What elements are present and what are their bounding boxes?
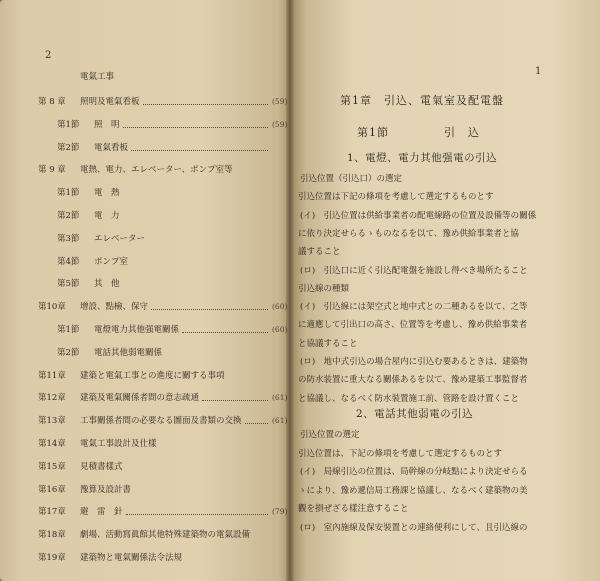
body-line: に適應して引出口の高さ、位置等を考慮し、豫め供給事業者 xyxy=(298,320,528,331)
toc-number: 第13章 xyxy=(38,416,66,427)
toc-title: 電話其他弱電關係 xyxy=(94,347,163,358)
toc-leader-dots xyxy=(151,308,268,310)
toc-title: 電 熱 xyxy=(94,188,120,199)
section-name: 引 込 xyxy=(444,126,480,139)
toc-number: 第3節 xyxy=(57,233,80,244)
toc-leader-dots xyxy=(143,103,268,105)
toc-row xyxy=(0,117,290,133)
toc-page-ref: (59) xyxy=(272,97,288,106)
toc-title: 電 力 xyxy=(94,211,120,221)
toc-number: 第16章 xyxy=(38,484,66,495)
toc-title: 電氣看板 xyxy=(94,142,129,153)
toc-title: 建築物と電氣關係法令法規 xyxy=(80,553,183,563)
toc-row xyxy=(0,162,290,178)
toc-row xyxy=(0,254,290,270)
toc-title: 增設、點檢、保守 xyxy=(80,302,149,313)
body-line: と協議し、なるべく防水裝置施工前、管路を設け置くこと xyxy=(298,393,520,404)
body-line: 議すること xyxy=(298,247,341,258)
toc-leader-dots xyxy=(131,149,268,151)
toc-number: 第2節 xyxy=(57,142,80,153)
toc-page-ref: (60) xyxy=(272,325,288,334)
toc-row xyxy=(0,140,290,156)
toc-page-ref: (79) xyxy=(272,507,288,517)
body-line: (ロ) 引込口に近く引込配電盤を施設し得べき場所たること xyxy=(300,265,528,276)
toc-title: 建築と電氣工事との進度に關する事項 xyxy=(80,370,225,381)
section-number: 第1節 xyxy=(357,126,389,139)
toc-number: 第5節 xyxy=(57,279,80,290)
toc-row xyxy=(0,231,290,247)
toc-number: 第14章 xyxy=(38,439,66,449)
toc-title: 劇場、活動寫眞館其他特殊建築物の電氣設備 xyxy=(80,530,251,541)
toc-title: エレベーター xyxy=(94,233,146,244)
toc-leader-dots xyxy=(126,513,268,515)
toc-title: 其 他 xyxy=(94,279,120,290)
toc-leader-dots xyxy=(182,331,268,333)
subsection-heading-1: 1、電燈、電力其他强電の引込 xyxy=(347,152,498,164)
body-line: ゝにより、豫め遞信局工務課と協議し、なるべく建築物の美 xyxy=(298,485,528,496)
body-line: と協議すること xyxy=(298,338,358,349)
toc-number: 第2節 xyxy=(57,211,80,221)
toc-row xyxy=(0,368,290,384)
toc-leader-dots xyxy=(123,126,268,128)
toc-leader-dots xyxy=(202,399,268,401)
toc-part-label: 電氣工事 xyxy=(80,72,115,82)
body-line: (イ) 局線引込の位置は、局幹線の分岐點により決定せらる xyxy=(300,467,528,477)
body-line: (ロ) 地中式引込の場合屋内に引込む要あるときは、建築物 xyxy=(300,357,528,367)
toc-number: 第1節 xyxy=(57,325,80,335)
toc-row xyxy=(0,345,290,361)
toc-row xyxy=(0,185,290,201)
toc-number: 第1節 xyxy=(57,188,80,199)
toc-row xyxy=(0,299,290,315)
toc-row xyxy=(0,94,290,110)
toc-title: 見積書樣式 xyxy=(80,461,123,472)
toc-number: 第12章 xyxy=(38,393,66,404)
body-line: に依り決定せらるゝものなるを以て、豫め供給事業者と協 xyxy=(298,228,519,239)
toc-leader-dots xyxy=(245,422,268,424)
toc-row xyxy=(0,322,290,338)
chapter-title: 第1章 引込、電氣室及配電盤 xyxy=(340,94,504,107)
toc-number: 第17章 xyxy=(38,507,66,518)
toc-row xyxy=(0,550,290,566)
toc-page-ref: (59) xyxy=(272,119,288,129)
toc-title: 電氣工事設計及仕樣 xyxy=(80,439,157,449)
toc-page-ref: (61) xyxy=(272,393,288,403)
body-line: (ロ) 室內施線及保安裝置との連絡便利にして、且引込線の xyxy=(300,522,528,533)
body-line: 引込位置は下記の條項を考慮して選定するものとす xyxy=(298,192,494,203)
toc-number: 第19章 xyxy=(38,553,66,563)
body-line: 引込位置は、下記の條項を考慮して選定するものとす xyxy=(298,448,503,459)
body-line: 引込位置の選定 xyxy=(300,430,360,440)
body-line: 引込位置（引込口）の選定 xyxy=(300,174,403,184)
toc-number: 第 8 章 xyxy=(38,97,66,107)
toc-title: ポンプ室 xyxy=(94,256,129,267)
right-page-number: 1 xyxy=(535,66,542,77)
toc-page-ref: (61) xyxy=(272,416,288,426)
body-line: 觀を損ぜざる樣注意すること xyxy=(298,504,409,514)
toc-row xyxy=(0,390,290,406)
left-page-number: 2 xyxy=(45,50,52,61)
toc-number: 第15章 xyxy=(38,461,66,472)
toc-number: 第18章 xyxy=(38,530,66,541)
toc-row xyxy=(0,208,290,224)
body-line: の防水装置に重大なる關係あるを以て、豫め建築工事監督者 xyxy=(298,375,528,386)
toc-number: 第10章 xyxy=(38,302,66,313)
toc-row xyxy=(0,459,290,475)
toc-number: 第 9 章 xyxy=(38,165,66,176)
toc-title: 避 雷 針 xyxy=(80,507,123,518)
toc-number: 第11章 xyxy=(38,370,66,381)
toc-number: 第4節 xyxy=(57,256,80,267)
toc-number: 第1節 xyxy=(57,119,80,130)
toc-page-ref: (60) xyxy=(272,302,288,312)
toc-row xyxy=(0,482,290,498)
toc-row xyxy=(0,276,290,292)
subsection-heading-2: 2、電話其他弱電の引込 xyxy=(356,408,474,420)
toc-title: 照明及電氣看板 xyxy=(80,97,140,107)
toc-row xyxy=(0,413,290,429)
toc-row xyxy=(0,527,290,543)
body-line: (イ) 引込位置は供給事業者の配電線路の位置及設備等の關係 xyxy=(300,210,537,221)
toc-title: 照 明 xyxy=(94,119,120,130)
toc-title: 電燈電力其他强電關係 xyxy=(94,325,180,335)
toc-title: 建築及電氣關係者間の意志疏通 xyxy=(80,393,200,404)
toc-number: 第2節 xyxy=(57,347,80,358)
section-title xyxy=(357,124,480,140)
body-line: 引込線の種類 xyxy=(298,283,350,294)
body-line: (イ) 引込線には架空式と地中式との二種あるを以て、之等 xyxy=(300,302,528,313)
toc-title: 工事關係者間の必要なる圖面及書類の交換 xyxy=(80,416,242,427)
toc-row xyxy=(0,504,290,520)
toc-title: 電熱、電力、エレベーター、ポンプ室等 xyxy=(80,165,233,176)
toc-row xyxy=(0,436,290,452)
table-of-contents xyxy=(0,0,290,581)
toc-title: 豫算及設計書 xyxy=(80,484,132,495)
